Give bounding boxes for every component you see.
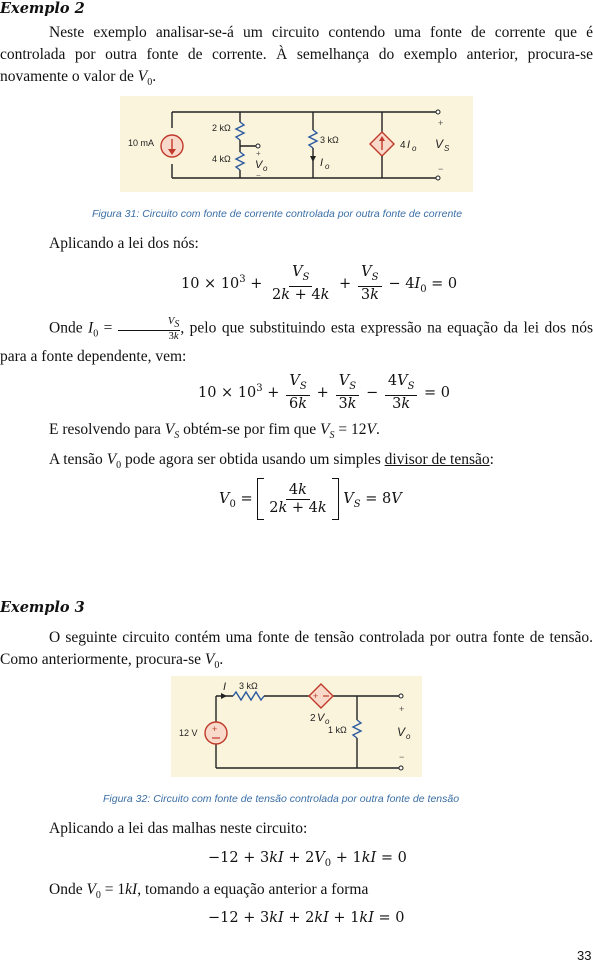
svg-text:+: +	[212, 724, 218, 734]
svg-text:+: +	[256, 149, 261, 158]
svg-text:+: +	[313, 691, 319, 701]
circuit-figure-31	[120, 96, 473, 192]
svg-text:10 mA: 10 mA	[128, 138, 155, 148]
svg-text:2 kΩ: 2 kΩ	[212, 123, 231, 133]
svg-text:V: V	[317, 712, 325, 724]
tension-text: A tensão $V_0$ pode agora ser obtida usando um simples divisor de tensão:	[49, 451, 494, 472]
svg-text:o: o	[412, 144, 417, 153]
svg-text:12 V: 12 V	[179, 728, 198, 738]
equation-nodes: $10 \times 10^3$ + $\frac{V_S}{2k + 4k}$ + $\frac{V_S}{3k}$ − $4I_0 = 0$	[181, 264, 458, 303]
svg-text:o: o	[325, 717, 330, 726]
svg-text:−: −	[256, 171, 261, 180]
voltage-divider-link[interactable]: divisor de tensão	[384, 451, 490, 468]
example2-heading: Exemplo 2	[0, 0, 85, 17]
svg-text:o: o	[325, 162, 330, 171]
svg-text:S: S	[444, 144, 450, 153]
svg-text:V: V	[255, 159, 263, 171]
page-number: 33	[577, 948, 592, 963]
svg-text:I: I	[407, 139, 411, 151]
svg-text:I: I	[320, 157, 324, 169]
onde-paragraph-1: Onde $I_0$ = $\frac{V_S}{3k}$ , pelo que substituindo esta expressão na equação da lei dos nós para a fonte dependente, vem:	[0, 316, 593, 365]
solve-text: E resolvendo para $V_S$ obtém-se por fim que $V_S = 12V$.	[49, 421, 380, 442]
svg-text:−: −	[399, 752, 405, 762]
circuit-32-diagram	[171, 676, 422, 777]
figure-31-caption: Figura 31: Circuito com fonte de corrente controlada por outra fonte de corrente	[92, 208, 463, 220]
svg-text:+: +	[399, 704, 405, 714]
equation-mesh: $-12 + 3kI + 2V_0 + 1kI = 0$	[208, 850, 407, 869]
example3-heading: Exemplo 3	[0, 599, 85, 616]
svg-text:+: +	[438, 118, 444, 128]
svg-text:3 kΩ: 3 kΩ	[320, 135, 339, 145]
example3-intro: O seguinte circuito contém uma fonte de tensão controlada por outra fonte de tensão. Como anteriormente, procura-se $V_0$.	[0, 629, 593, 672]
svg-text:4: 4	[400, 140, 406, 151]
svg-text:1 kΩ: 1 kΩ	[328, 725, 347, 735]
example2-intro: Neste exemplo analisar-se-á um circuito contendo uma fonte de corrente que é controlada por outra fonte de corrente. À semelhança do exemplo anterior, procura-se novamente o valor de $V_0$.	[0, 24, 593, 89]
svg-text:2: 2	[310, 713, 316, 724]
circuit-figure-32	[171, 676, 422, 777]
svg-text:3 kΩ: 3 kΩ	[239, 681, 258, 691]
svg-text:4 kΩ: 4 kΩ	[212, 154, 231, 164]
svg-text:V: V	[397, 725, 406, 739]
nodes-law-text: Aplicando a lei dos nós:	[49, 235, 199, 252]
mesh-law-text: Aplicando a lei das malhas neste circuito:	[49, 820, 308, 837]
svg-text:o: o	[406, 732, 411, 741]
equation-mesh-substituted: −12 + 3kI + 2kI + 1kI = 0	[208, 910, 405, 926]
figure-32-caption: Figura 32: Circuito com fonte de tensão controlada por outra fonte de tensão	[103, 793, 460, 805]
svg-text:o: o	[263, 164, 268, 173]
svg-text:I: I	[223, 681, 227, 693]
circuit-31-diagram	[120, 96, 473, 192]
equation-vo: $V_0$ = $\frac{4k}{2k + 4k}$ $V_S = 8V$	[219, 478, 402, 520]
equation-dependent: $10 \times 10^3$ + $\frac{V_S}{6k}$ + $\frac{V_S}{3k}$ − $\frac{4V_S}{3k}$ = 0	[198, 373, 451, 412]
svg-text:−: −	[438, 164, 444, 174]
svg-text:V: V	[435, 137, 444, 151]
onde-paragraph-2: Onde $V_0 = 1kI$, tomando a equação anterior a forma	[49, 881, 369, 902]
